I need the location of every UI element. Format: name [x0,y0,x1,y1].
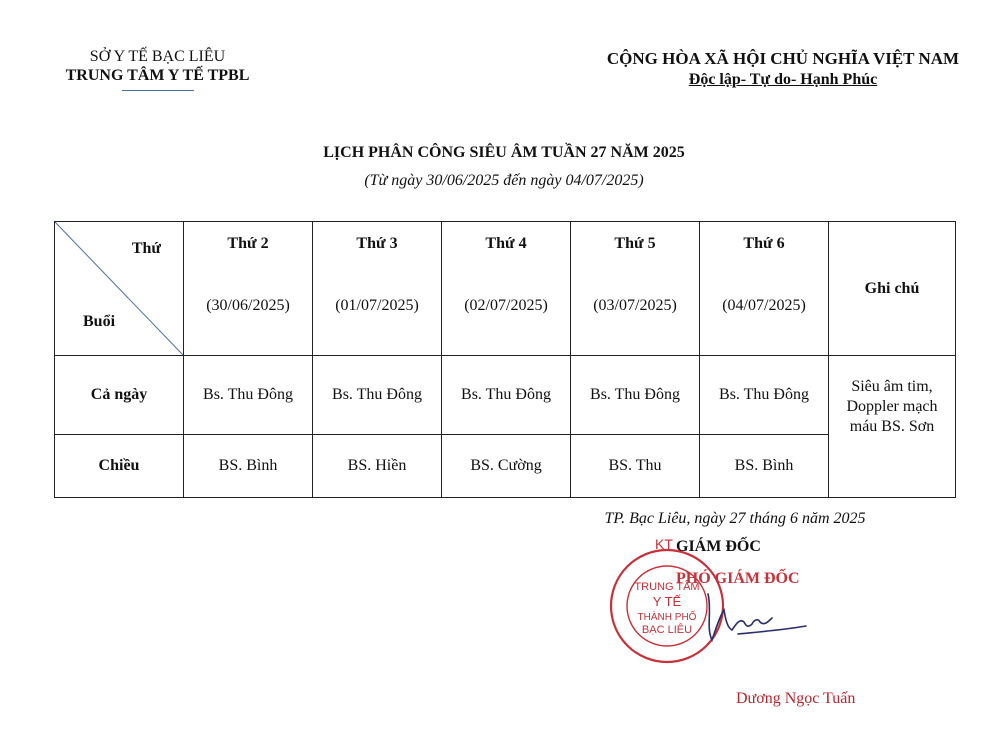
day-name: Thứ 6 [743,234,785,252]
assignment-cell: Bs. Thu Đông [313,356,442,435]
note-line: Siêu âm tim, [851,377,933,395]
assignment-cell: Bs. Thu Đông [184,356,313,435]
note-cell [829,356,956,498]
corner-label-day: Thứ [131,240,161,257]
deputy-director-title: PHÓ GIÁM ĐỐC [676,570,800,587]
day-date: (01/07/2025) [335,296,419,314]
day-date: (30/06/2025) [206,296,290,314]
assignment-cell: BS. Bình [184,435,313,498]
table-row [55,356,956,435]
day-name: Thứ 5 [614,234,656,252]
document-title: LỊCH PHÂN CÔNG SIÊU ÂM TUẦN 27 NĂM 2025 [323,144,685,161]
national-motto-block [578,48,988,90]
corner-label-session: Buổi [83,313,116,330]
seal-text: TRUNG TÂM [634,581,700,593]
day-header [571,222,700,356]
center-name: TRUNG TÂM Y TẾ TPBL [65,67,250,84]
assignment-cell: BS. Cường [442,435,571,498]
assignment-cell: BS. Bình [700,435,829,498]
assignment-cell: BS. Thu [571,435,700,498]
day-name: Thứ 2 [227,234,269,252]
corner-cell [55,222,184,356]
motto: Độc lập- Tự do- Hạnh Phúc [688,71,878,88]
session-label: Chiều [55,435,184,498]
signer-name: Dương Ngọc Tuấn [736,690,856,707]
day-date: (02/07/2025) [464,296,548,314]
assignment-cell: BS. Hiền [313,435,442,498]
day-date: (03/07/2025) [593,296,677,314]
session-label: Cả ngày [55,356,184,435]
assignment-cell: Bs. Thu Đông [700,356,829,435]
assignment-cell: Bs. Thu Đông [571,356,700,435]
day-header [442,222,571,356]
day-header [184,222,313,356]
date-range-subtitle: (Từ ngày 30/06/2025 đến ngày 04/07/2025) [364,172,644,189]
diagonal-line [55,222,183,355]
table-row [55,435,956,498]
issuer-underline [122,90,194,91]
assignment-cell: Bs. Thu Đông [442,356,571,435]
day-header [700,222,829,356]
day-name: Thứ 3 [356,234,398,252]
note-line: Doppler mạch [846,397,938,415]
table-header-row [55,222,956,356]
country-name: CỘNG HÒA XÃ HỘI CHỦ NGHĨA VIỆT NAM [606,49,960,68]
kt-mark: KT [655,536,673,552]
seal-text: THÀNH PHỐ [637,612,697,623]
schedule-table [54,221,956,498]
seal-text: Y TẾ [652,594,682,609]
day-name: Thứ 4 [485,234,527,252]
issuer-block [40,48,275,91]
day-date: (04/07/2025) [722,296,806,314]
department-name: SỞ Y TẾ BẠC LIÊU [89,48,226,65]
day-header [313,222,442,356]
note-header: Ghi chú [829,222,956,356]
place-date: TP. Bạc Liêu, ngày 27 tháng 6 năm 2025 [604,510,866,527]
signature-icon [698,588,808,648]
seal-text: BẠC LIÊU [641,624,693,636]
director-title: GIÁM ĐỐC [676,538,761,555]
note-line: máu BS. Sơn [849,417,935,435]
